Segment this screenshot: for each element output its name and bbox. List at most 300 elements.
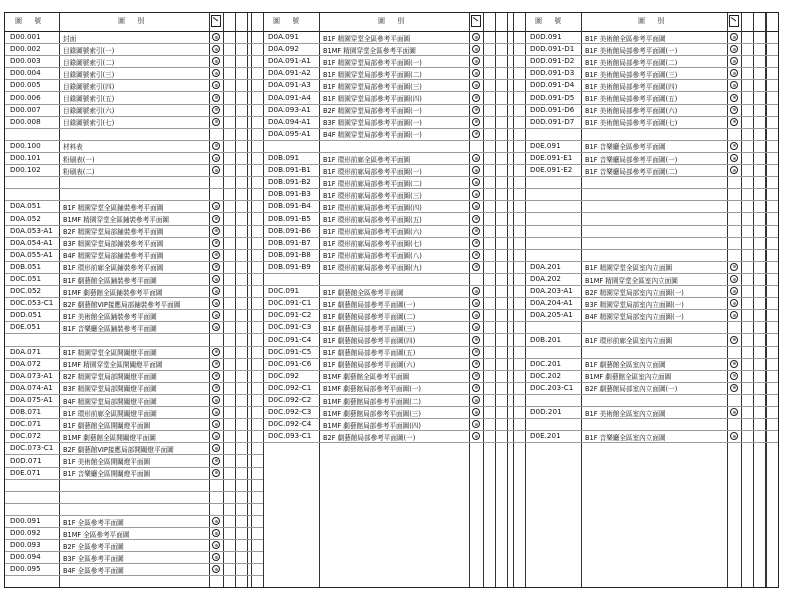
row-divider bbox=[263, 442, 525, 443]
table-row bbox=[525, 261, 778, 273]
included-mark-icon bbox=[212, 396, 220, 404]
included-mark-icon bbox=[212, 142, 220, 150]
included-mark-icon bbox=[212, 444, 220, 452]
drawing-number: D0C.092-C1 bbox=[268, 382, 312, 392]
table-row bbox=[525, 418, 778, 430]
table-row bbox=[5, 152, 263, 164]
included-mark-icon bbox=[212, 384, 220, 392]
table-row bbox=[525, 104, 778, 116]
included-mark-icon bbox=[472, 251, 480, 259]
table-row bbox=[525, 309, 778, 321]
included-mark-icon bbox=[472, 45, 480, 53]
included-mark-icon bbox=[472, 106, 480, 114]
table-row bbox=[263, 31, 525, 43]
included-mark-icon bbox=[730, 384, 738, 392]
drawing-number: D00.095 bbox=[10, 564, 41, 574]
drawing-title: 目錄圖號索引(七) bbox=[63, 119, 115, 128]
drawing-number: D0C.203-C1 bbox=[530, 382, 574, 392]
table-row bbox=[525, 237, 778, 249]
table-row bbox=[5, 455, 263, 467]
drawing-title: B1MF 劇藝館全區參考平面圖 bbox=[323, 373, 410, 382]
drawing-title: B1MF 劇藝館局部參考平面圖(三) bbox=[323, 409, 421, 418]
drawing-number: D00.093 bbox=[10, 540, 41, 550]
included-mark-icon bbox=[472, 154, 480, 162]
table-row bbox=[5, 104, 263, 116]
drawing-number: D0E.091 bbox=[530, 140, 561, 150]
row-divider bbox=[5, 575, 263, 576]
table-row bbox=[5, 467, 263, 479]
table-row bbox=[263, 140, 525, 152]
included-mark-icon bbox=[212, 202, 220, 210]
drawing-number: D0D.091-D3 bbox=[530, 68, 575, 78]
drawing-number: D0A.092 bbox=[268, 44, 299, 54]
table-row bbox=[263, 358, 525, 370]
drawing-number: D00.101 bbox=[10, 153, 41, 162]
drawing-title: B1F 環形前廊全區參考平面圖 bbox=[323, 155, 411, 164]
table-row bbox=[525, 225, 778, 237]
drawing-title: B1F 環形前廊局部參考平面圖(二) bbox=[323, 179, 422, 188]
table-row bbox=[525, 394, 778, 406]
drawing-number: D0A.091-A1 bbox=[268, 56, 311, 66]
included-mark-icon bbox=[212, 45, 220, 53]
drawing-title: B1F 美術館局部參考平面圖(五) bbox=[585, 95, 678, 103]
included-mark-icon bbox=[730, 263, 738, 271]
drawing-number: D0B.201 bbox=[530, 334, 562, 344]
included-mark-icon bbox=[472, 287, 480, 295]
drawing-number: D00.002 bbox=[10, 44, 41, 54]
drawing-number: D0A.205-A1 bbox=[530, 310, 573, 320]
table-row bbox=[263, 261, 525, 273]
drawing-title: B1F 劇藝館局部參考平面圖(一) bbox=[323, 300, 416, 309]
drawing-number: D0A.051 bbox=[10, 201, 41, 211]
table-row bbox=[263, 152, 525, 164]
drawing-number: D0C.092-C4 bbox=[268, 419, 312, 429]
table-row bbox=[5, 285, 263, 297]
drawing-number: D00.102 bbox=[10, 165, 41, 175]
drawing-number: D0D.091-D4 bbox=[530, 80, 575, 90]
drawing-title: B1F 美術館局部參考平面圖(二) bbox=[585, 58, 678, 67]
included-mark-icon bbox=[472, 202, 480, 210]
drawing-title: B1F 劇藝館全區開關燈平面圖 bbox=[63, 421, 151, 430]
drawing-title: 目錄圖號索引(三) bbox=[63, 70, 115, 79]
included-mark-icon bbox=[730, 287, 738, 295]
drawing-number: D0C.091-C6 bbox=[268, 358, 312, 368]
drawing-title: 目錄圖號索引(二) bbox=[63, 58, 115, 67]
included-mark-icon bbox=[730, 118, 738, 126]
drawing-title: B1F 美術館局部參考平面圖(四) bbox=[585, 82, 678, 91]
drawing-number: D0A.204-A1 bbox=[530, 298, 573, 308]
included-mark-icon bbox=[212, 106, 220, 114]
included-mark-icon bbox=[212, 69, 220, 77]
drawing-title: B1F 環形前廊全區鋪裝參考平面圖 bbox=[63, 264, 164, 273]
table-row bbox=[525, 358, 778, 370]
drawing-number: D0D.201 bbox=[530, 407, 562, 417]
drawing-title: B4F 精園穿堂局部室內立面圖(一) bbox=[585, 312, 684, 321]
drawing-title: B3F 精園穿堂局部室內立面圖(一) bbox=[585, 300, 684, 309]
table-row bbox=[5, 67, 263, 79]
drawing-title: B1F 環形前廊局部參考平面圖(七) bbox=[323, 240, 422, 249]
drawing-title: B1F 環形前廊局部參考平面圖(九) bbox=[323, 264, 422, 273]
drawing-title: B1F 環形前廊全區開關燈平面圖 bbox=[63, 409, 157, 418]
table-row bbox=[5, 188, 263, 200]
drawing-title: B1F 劇藝館局部參考平面圖(六) bbox=[323, 361, 416, 370]
included-mark-icon bbox=[212, 227, 220, 235]
included-mark-icon bbox=[472, 178, 480, 186]
drawing-title: B1F 劇藝館局部參考平面圖(五) bbox=[323, 349, 416, 358]
drawing-title: B1F 環形前廊局部參考平面圖(五) bbox=[323, 216, 422, 224]
drawing-title: B4F 全區參考平面圖 bbox=[63, 566, 124, 575]
header-title-label: 圖 別 bbox=[118, 17, 150, 25]
table-row bbox=[525, 176, 778, 188]
drawing-number: D0B.071 bbox=[10, 407, 42, 417]
table-row bbox=[263, 92, 525, 104]
drawing-title: B3F 全區參考平面圖 bbox=[63, 554, 124, 563]
drawing-title: B2F 精園穿堂局部室內立面圖(一) bbox=[585, 288, 684, 297]
index-column-1 bbox=[5, 13, 263, 587]
drawing-number: D0D.091-D2 bbox=[530, 56, 575, 66]
drawing-number: D0C.093-C1 bbox=[268, 431, 312, 441]
drawing-title: B1F 精園穿堂全區室內立面圖 bbox=[585, 264, 673, 273]
table-row bbox=[525, 152, 778, 164]
table-row bbox=[5, 140, 263, 152]
drawing-number: D0B.091-B7 bbox=[268, 237, 311, 247]
table-row bbox=[5, 225, 263, 237]
table-row bbox=[525, 200, 778, 212]
table-row bbox=[525, 43, 778, 55]
table-row bbox=[5, 503, 263, 515]
included-mark-icon bbox=[212, 299, 220, 307]
drawing-number: D0A.074-A1 bbox=[10, 382, 53, 392]
included-mark-icon bbox=[472, 432, 480, 440]
table-row bbox=[5, 527, 263, 539]
drawing-number: D0A.091-A3 bbox=[268, 80, 311, 90]
included-mark-icon bbox=[212, 275, 220, 283]
drawing-title: B2F 精園穿堂局部開關燈平面圖 bbox=[63, 373, 157, 382]
included-mark-icon bbox=[472, 360, 480, 368]
drawing-number: D0C.201 bbox=[530, 358, 562, 368]
drawing-number: D0E.091-E1 bbox=[530, 153, 573, 162]
drawing-number: D00.001 bbox=[10, 32, 41, 41]
table-row bbox=[5, 515, 263, 527]
drawing-number: D00.091 bbox=[10, 516, 41, 525]
included-mark-icon bbox=[212, 432, 220, 440]
table-row bbox=[525, 430, 778, 442]
included-mark-icon bbox=[730, 408, 738, 416]
included-mark-icon bbox=[212, 541, 220, 549]
table-row bbox=[5, 200, 263, 212]
drawing-title: B4F 精園穿堂局部開關燈平面圖 bbox=[63, 397, 157, 406]
drawing-title: B1F 劇藝館全區鋪裝參考平面圖 bbox=[63, 276, 157, 285]
table-row bbox=[263, 55, 525, 67]
drawing-number: D0A.075-A1 bbox=[10, 395, 53, 404]
table-row bbox=[525, 346, 778, 358]
included-mark-icon bbox=[472, 239, 480, 247]
drawing-number: D00.094 bbox=[10, 552, 41, 562]
table-row bbox=[525, 285, 778, 297]
drawing-title: B1MF 劇藝館局部參考平面圖(四) bbox=[323, 421, 421, 430]
drawing-title: B1MF 劇藝館全區室內立面圖 bbox=[585, 373, 672, 382]
table-row bbox=[525, 140, 778, 152]
included-mark-icon bbox=[730, 432, 738, 440]
drawing-number: D0B.091-B4 bbox=[268, 201, 311, 211]
table-row bbox=[263, 334, 525, 346]
table-row bbox=[5, 442, 263, 454]
drawing-number: D0E.071 bbox=[10, 467, 41, 477]
table-row bbox=[263, 164, 525, 176]
drawing-title: B1F 精園穿堂全區鋪裝參考平面圖 bbox=[63, 203, 164, 212]
table-row bbox=[5, 370, 263, 382]
table-row bbox=[263, 321, 525, 333]
table-row bbox=[525, 249, 778, 261]
drawing-title: B1F 美術館局部參考平面圖(三) bbox=[585, 70, 678, 79]
header-check-icon bbox=[471, 15, 481, 27]
included-mark-icon bbox=[212, 311, 220, 319]
drawing-title: B4F 精園穿堂局部鋪裝參考平面圖 bbox=[63, 252, 164, 261]
drawing-number: D0D.091-D7 bbox=[530, 116, 575, 126]
included-mark-icon bbox=[472, 130, 480, 138]
header-code-label: 圖 號 bbox=[535, 17, 567, 25]
drawing-title: B3F 精園穿堂局部鋪裝參考平面圖 bbox=[63, 240, 164, 249]
included-mark-icon bbox=[212, 529, 220, 537]
drawing-number: D00.008 bbox=[10, 116, 41, 126]
table-row bbox=[5, 273, 263, 285]
drawing-number: D0A.052 bbox=[10, 213, 41, 223]
table-row bbox=[525, 321, 778, 333]
table-row bbox=[525, 55, 778, 67]
included-mark-icon bbox=[472, 408, 480, 416]
drawing-number: D0D.051 bbox=[10, 310, 42, 320]
table-row bbox=[525, 213, 778, 225]
included-mark-icon bbox=[730, 275, 738, 283]
row-divider bbox=[525, 442, 778, 443]
drawing-title: B1F 美術館局部參考平面圖(一) bbox=[585, 46, 678, 55]
drawing-title: B1MF 精園穿堂全區鋪裝參考平面圖 bbox=[63, 216, 170, 224]
table-row bbox=[5, 406, 263, 418]
drawing-number: D0A.055-A1 bbox=[10, 249, 53, 259]
table-row bbox=[525, 116, 778, 128]
table-row bbox=[263, 213, 525, 225]
drawing-number: D0E.201 bbox=[530, 431, 561, 441]
drawing-number: D0B.091-B5 bbox=[268, 213, 311, 223]
drawing-title: B1F 音樂廳全區開關燈平面圖 bbox=[63, 470, 151, 479]
drawing-title: B1F 美術館全區室內立面圖 bbox=[585, 409, 666, 418]
drawing-index-sheet bbox=[4, 12, 779, 588]
table-row bbox=[263, 297, 525, 309]
drawing-title: B1F 美術館局部參考平面圖(六) bbox=[585, 107, 678, 116]
drawing-title: B1MF 全區參考平面圖 bbox=[63, 530, 130, 539]
table-row bbox=[525, 334, 778, 346]
header-title-label: 圖 別 bbox=[378, 17, 410, 25]
table-row bbox=[5, 31, 263, 43]
table-row bbox=[5, 346, 263, 358]
included-mark-icon bbox=[212, 57, 220, 65]
drawing-number: D0D.091-D1 bbox=[530, 44, 575, 54]
header-check-icon bbox=[729, 15, 739, 27]
table-row bbox=[5, 213, 263, 225]
drawing-title: B1F 音樂廳全區參考平面圖 bbox=[585, 143, 666, 152]
drawing-title: B1F 音樂廳局部參考平面圖(二) bbox=[585, 167, 678, 176]
drawing-title: B2F 劇藝館局部室內立面圖(一) bbox=[585, 385, 678, 394]
table-row bbox=[525, 128, 778, 140]
table-row bbox=[263, 285, 525, 297]
drawing-title: B2F 劇藝館局部參考平面圖(一) bbox=[323, 433, 416, 442]
drawing-number: D0A.091 bbox=[268, 32, 299, 41]
included-mark-icon bbox=[212, 263, 220, 271]
header-check-icon bbox=[211, 15, 221, 27]
included-mark-icon bbox=[472, 263, 480, 271]
drawing-number: D0A.073-A1 bbox=[10, 370, 53, 380]
table-row bbox=[5, 128, 263, 140]
table-row bbox=[5, 430, 263, 442]
table-row bbox=[263, 273, 525, 285]
drawing-title: B1F 美術館局部參考平面圖(七) bbox=[585, 119, 678, 128]
drawing-title: B1F 環形前廊全區室內立面圖 bbox=[585, 337, 673, 345]
drawing-number: D0B.091-B3 bbox=[268, 189, 311, 199]
table-row bbox=[525, 273, 778, 285]
included-mark-icon bbox=[212, 81, 220, 89]
table-row bbox=[263, 43, 525, 55]
included-mark-icon bbox=[472, 166, 480, 174]
drawing-title: B2F 劇藝館VIP接應局部開關燈平面圖 bbox=[63, 445, 174, 454]
table-row bbox=[263, 394, 525, 406]
included-mark-icon bbox=[472, 190, 480, 198]
drawing-number: D0C.091-C3 bbox=[268, 322, 312, 332]
drawing-number: D0A.201 bbox=[530, 261, 561, 271]
drawing-title: B1F 環形前廊局部參考平面圖(一) bbox=[323, 167, 422, 176]
table-row bbox=[263, 370, 525, 382]
drawing-title: B1F 美術館全區鋪裝參考平面圖 bbox=[63, 312, 157, 321]
drawing-number: D00.006 bbox=[10, 92, 41, 102]
table-row bbox=[5, 321, 263, 333]
drawing-number: D0C.091-C1 bbox=[268, 298, 312, 308]
drawing-number: D0C.091-C4 bbox=[268, 334, 312, 344]
table-row bbox=[5, 176, 263, 188]
drawing-number: D0A.054-A1 bbox=[10, 237, 53, 247]
table-row bbox=[263, 67, 525, 79]
table-row bbox=[5, 92, 263, 104]
drawing-number: D00.003 bbox=[10, 56, 41, 66]
included-mark-icon bbox=[472, 323, 480, 331]
drawing-number: D0C.202 bbox=[530, 370, 562, 380]
drawing-number: D0C.072 bbox=[10, 431, 42, 441]
drawing-title: B2F 劇藝館VIP接應局部鋪裝參考平面圖 bbox=[63, 300, 181, 309]
drawing-number: D0A.094-A1 bbox=[268, 116, 311, 126]
drawing-title: B1F 精園穿堂局部參考平面圖(一) bbox=[323, 58, 422, 67]
drawing-title: 目錄圖號索引(四) bbox=[63, 82, 115, 91]
drawing-title: B1MF 精園穿堂全區參考平面圖 bbox=[323, 46, 416, 55]
included-mark-icon bbox=[212, 457, 220, 465]
table-row bbox=[5, 43, 263, 55]
table-row bbox=[525, 370, 778, 382]
table-row bbox=[525, 92, 778, 104]
table-row bbox=[5, 55, 263, 67]
drawing-number: D0D.091-D5 bbox=[530, 92, 575, 102]
included-mark-icon bbox=[212, 118, 220, 126]
column-header bbox=[263, 13, 525, 32]
drawing-number: D0A.203-A1 bbox=[530, 286, 573, 296]
table-row bbox=[5, 249, 263, 261]
included-mark-icon bbox=[730, 69, 738, 77]
included-mark-icon bbox=[212, 323, 220, 331]
included-mark-icon bbox=[212, 360, 220, 368]
included-mark-icon bbox=[730, 106, 738, 114]
table-row bbox=[5, 261, 263, 273]
table-row bbox=[5, 297, 263, 309]
table-row bbox=[5, 491, 263, 503]
drawing-number: D0B.091-B1 bbox=[268, 165, 311, 175]
table-row bbox=[5, 563, 263, 575]
table-row bbox=[263, 309, 525, 321]
table-row bbox=[525, 297, 778, 309]
included-mark-icon bbox=[472, 299, 480, 307]
drawing-title: B1MF 劇藝館全區鋪裝參考平面圖 bbox=[63, 288, 163, 297]
drawing-number: D0C.092 bbox=[268, 370, 300, 380]
table-row bbox=[263, 200, 525, 212]
drawing-title: B3F 精園穿堂局部開關燈平面圖 bbox=[63, 385, 157, 394]
drawing-title: B4F 精園穿堂局部參考平面圖(一) bbox=[323, 131, 422, 140]
table-row bbox=[263, 382, 525, 394]
drawing-title: B1MF 劇藝館全區開關燈平面圖 bbox=[63, 433, 156, 442]
table-row bbox=[263, 418, 525, 430]
drawing-title: B1MF 劇藝館局部參考平面圖(一) bbox=[323, 385, 421, 394]
drawing-number: D0C.092-C2 bbox=[268, 395, 312, 404]
drawing-number: D0B.091-B9 bbox=[268, 261, 311, 271]
drawing-number: D0B.091-B8 bbox=[268, 249, 311, 259]
drawing-title: B1F 環形前廊局部參考平面圖(四) bbox=[323, 203, 422, 212]
included-mark-icon bbox=[730, 299, 738, 307]
table-row bbox=[5, 164, 263, 176]
included-mark-icon bbox=[472, 94, 480, 102]
drawing-title: 目錄圖號索引(六) bbox=[63, 107, 115, 116]
included-mark-icon bbox=[730, 166, 738, 174]
included-mark-icon bbox=[212, 420, 220, 428]
table-row bbox=[525, 382, 778, 394]
drawing-number: D0B.051 bbox=[10, 261, 42, 271]
included-mark-icon bbox=[212, 565, 220, 573]
included-mark-icon bbox=[212, 239, 220, 247]
header-code-label: 圖 號 bbox=[15, 17, 47, 25]
included-mark-icon bbox=[212, 517, 220, 525]
table-row bbox=[263, 104, 525, 116]
table-row bbox=[5, 358, 263, 370]
drawing-number: D0A.202 bbox=[530, 274, 561, 283]
included-mark-icon bbox=[730, 360, 738, 368]
drawing-title: B1F 音樂廳局部參考平面圖(一) bbox=[585, 155, 678, 164]
included-mark-icon bbox=[212, 469, 220, 477]
table-row bbox=[263, 249, 525, 261]
included-mark-icon bbox=[212, 94, 220, 102]
drawing-title: B1F 精園穿堂全區參考平面圖 bbox=[323, 34, 411, 43]
drawing-number: D0A.091-A4 bbox=[268, 92, 311, 102]
included-mark-icon bbox=[730, 336, 738, 344]
included-mark-icon bbox=[212, 372, 220, 380]
drawing-title: B3F 精園穿堂局部參考平面圖(一) bbox=[323, 119, 422, 128]
included-mark-icon bbox=[730, 45, 738, 53]
included-mark-icon bbox=[472, 215, 480, 223]
included-mark-icon bbox=[730, 33, 738, 41]
table-row bbox=[263, 237, 525, 249]
included-mark-icon bbox=[472, 57, 480, 65]
table-row bbox=[5, 479, 263, 491]
table-row bbox=[525, 188, 778, 200]
table-row bbox=[263, 406, 525, 418]
table-row bbox=[525, 406, 778, 418]
table-row bbox=[525, 31, 778, 43]
drawing-title: B1F 音樂廳全區鋪裝參考平面圖 bbox=[63, 324, 157, 333]
table-row bbox=[263, 188, 525, 200]
header-title-label: 圖 別 bbox=[638, 17, 670, 25]
drawing-number: D0C.091-C5 bbox=[268, 346, 312, 356]
